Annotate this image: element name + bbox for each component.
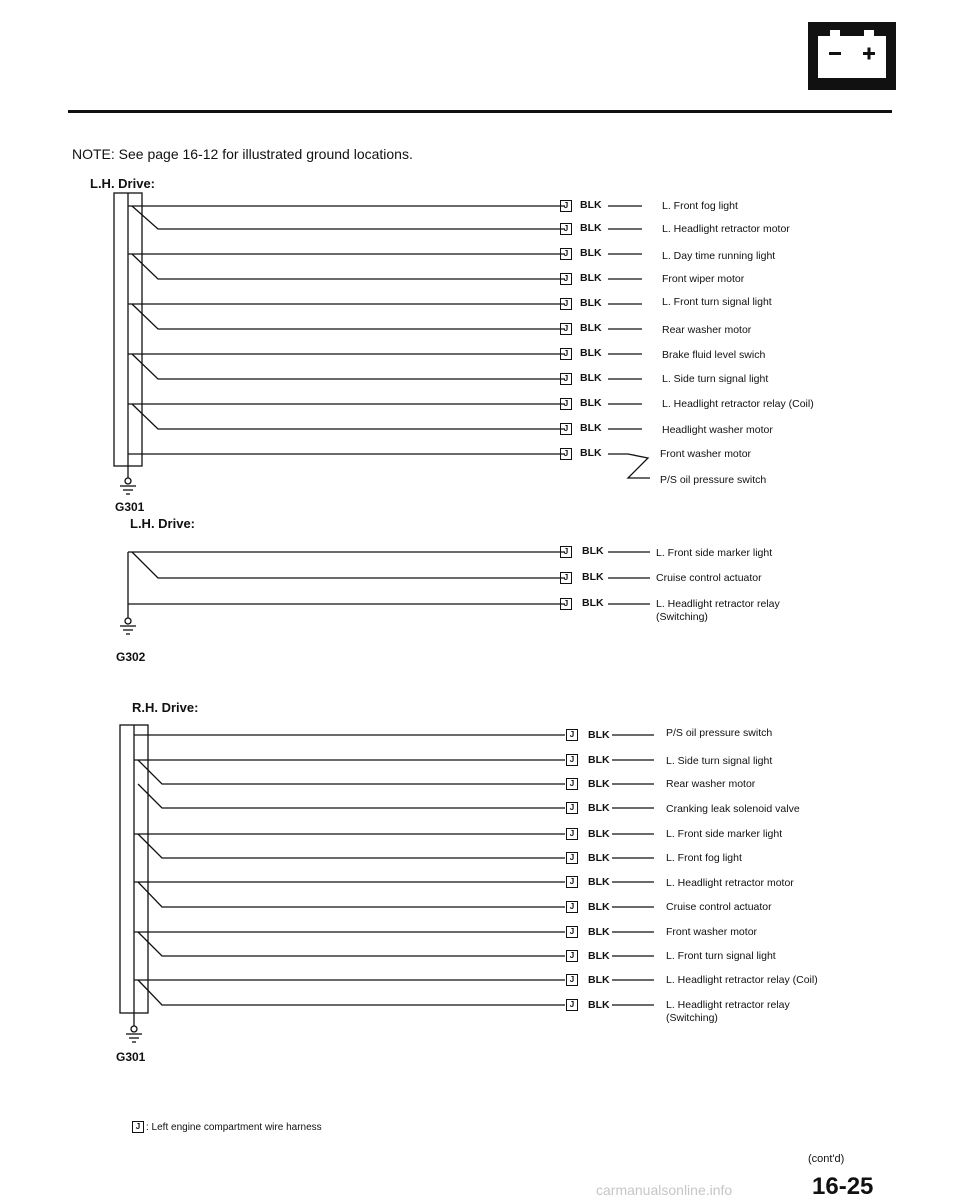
wire-color: BLK <box>588 778 610 790</box>
wire-color: BLK <box>588 950 610 962</box>
section-title-lh-1: L.H. Drive: <box>90 176 156 191</box>
component-label: Rear washer motor <box>662 324 752 336</box>
component-label: Brake fluid level swich <box>662 349 766 361</box>
wire-color: BLK <box>588 999 610 1011</box>
wire-color: BLK <box>582 571 604 583</box>
component-label: P/S oil pressure switch <box>666 727 773 739</box>
connector-j-icon: J <box>566 852 578 864</box>
connector-j-icon: J <box>560 273 572 285</box>
wire-color: BLK <box>580 297 602 309</box>
component-label: L. Headlight retractor relay <box>666 999 790 1011</box>
wire-color: BLK <box>588 754 610 766</box>
component-label: L. Headlight retractor relay (Coil) <box>662 398 814 410</box>
component-label: Front washer motor <box>660 448 752 460</box>
component-label: Headlight washer motor <box>662 424 773 436</box>
section-title-rh: R.H. Drive: <box>132 700 199 715</box>
connector-j-icon: J <box>566 778 578 790</box>
connector-j-icon: J <box>566 999 578 1011</box>
component-label: L. Side turn signal light <box>666 755 773 767</box>
component-label: Rear washer motor <box>666 778 756 790</box>
connector-j-icon: J <box>566 901 578 913</box>
ground-label-g301-rh: G301 <box>116 1050 146 1064</box>
component-label: Cruise control actuator <box>666 901 772 913</box>
wire-color: BLK <box>580 272 602 284</box>
component-label: L. Front fog light <box>666 852 742 864</box>
wire-color: BLK <box>580 372 602 384</box>
wire-color: BLK <box>588 729 610 741</box>
component-label-line2: (Switching) <box>656 611 708 623</box>
component-label: Cruise control actuator <box>656 572 762 584</box>
component-label: L. Headlight retractor relay <box>656 598 780 610</box>
component-label: L. Front fog light <box>662 200 738 212</box>
ground-locations-note: NOTE: See page 16-12 for illustrated ground locations. <box>72 146 413 162</box>
component-label: L. Front turn signal light <box>666 950 776 962</box>
connector-j-icon: J <box>560 348 572 360</box>
connector-j-icon: J <box>560 448 572 460</box>
component-label: L. Front side marker light <box>656 547 773 559</box>
connector-j-icon: J <box>560 323 572 335</box>
wire-color: BLK <box>580 222 602 234</box>
connector-j-icon: J <box>566 974 578 986</box>
wire-color: BLK <box>588 901 610 913</box>
connector-j-icon: J <box>560 200 572 212</box>
wire-color: BLK <box>588 852 610 864</box>
component-label: L. Headlight retractor motor <box>666 877 794 889</box>
wire-color: BLK <box>588 974 610 986</box>
page-number: 16-25 <box>812 1173 874 1200</box>
ground-label-g301-lh: G301 <box>115 500 145 514</box>
wire-color: BLK <box>580 397 602 409</box>
connector-j-icon: J <box>560 546 572 558</box>
connector-j-icon: J <box>566 802 578 814</box>
component-label: P/S oil pressure switch <box>660 474 767 486</box>
connector-j-icon: J <box>132 1121 144 1133</box>
connector-j-icon: J <box>560 572 572 584</box>
wire-color: BLK <box>580 199 602 211</box>
wire-color: BLK <box>580 322 602 334</box>
component-label: L. Side turn signal light <box>662 373 769 385</box>
watermark: carmanualsonline.info <box>596 1182 733 1198</box>
wire-color: BLK <box>580 422 602 434</box>
wire-color: BLK <box>588 926 610 938</box>
wire-color: BLK <box>588 876 610 888</box>
legend-text: : Left engine compartment wire harness <box>146 1122 322 1133</box>
ground-label-g302: G302 <box>116 650 146 664</box>
section-title-lh-2: L.H. Drive: <box>130 516 196 531</box>
component-label: L. Front side marker light <box>666 828 783 840</box>
component-label: L. Headlight retractor motor <box>662 223 790 235</box>
connector-j-icon: J <box>566 754 578 766</box>
wire-color: BLK <box>580 347 602 359</box>
component-label: L. Front turn signal light <box>662 296 772 308</box>
continued-label: (cont'd) <box>808 1153 845 1165</box>
component-label: Front wiper motor <box>662 273 745 285</box>
connector-j-icon: J <box>566 729 578 741</box>
connector-j-icon: J <box>560 298 572 310</box>
connector-j-icon: J <box>560 223 572 235</box>
wire-color: BLK <box>582 545 604 557</box>
wire-color: BLK <box>588 802 610 814</box>
component-label-line2: (Switching) <box>666 1012 718 1024</box>
connector-j-icon: J <box>560 598 572 610</box>
component-label: L. Headlight retractor relay (Coil) <box>666 974 818 986</box>
wire-color: BLK <box>582 597 604 609</box>
connector-j-icon: J <box>566 828 578 840</box>
connector-j-icon: J <box>560 248 572 260</box>
connector-j-icon: J <box>566 876 578 888</box>
connector-j-icon: J <box>560 398 572 410</box>
wire-color: BLK <box>580 447 602 459</box>
component-label: Front washer motor <box>666 926 758 938</box>
connector-j-icon: J <box>560 373 572 385</box>
wire-color: BLK <box>588 828 610 840</box>
connector-j-icon: J <box>560 423 572 435</box>
component-label: Cranking leak solenoid valve <box>666 803 800 815</box>
component-label: L. Day time running light <box>662 250 776 262</box>
connector-j-icon: J <box>566 926 578 938</box>
wire-color: BLK <box>580 247 602 259</box>
connector-j-icon: J <box>566 950 578 962</box>
